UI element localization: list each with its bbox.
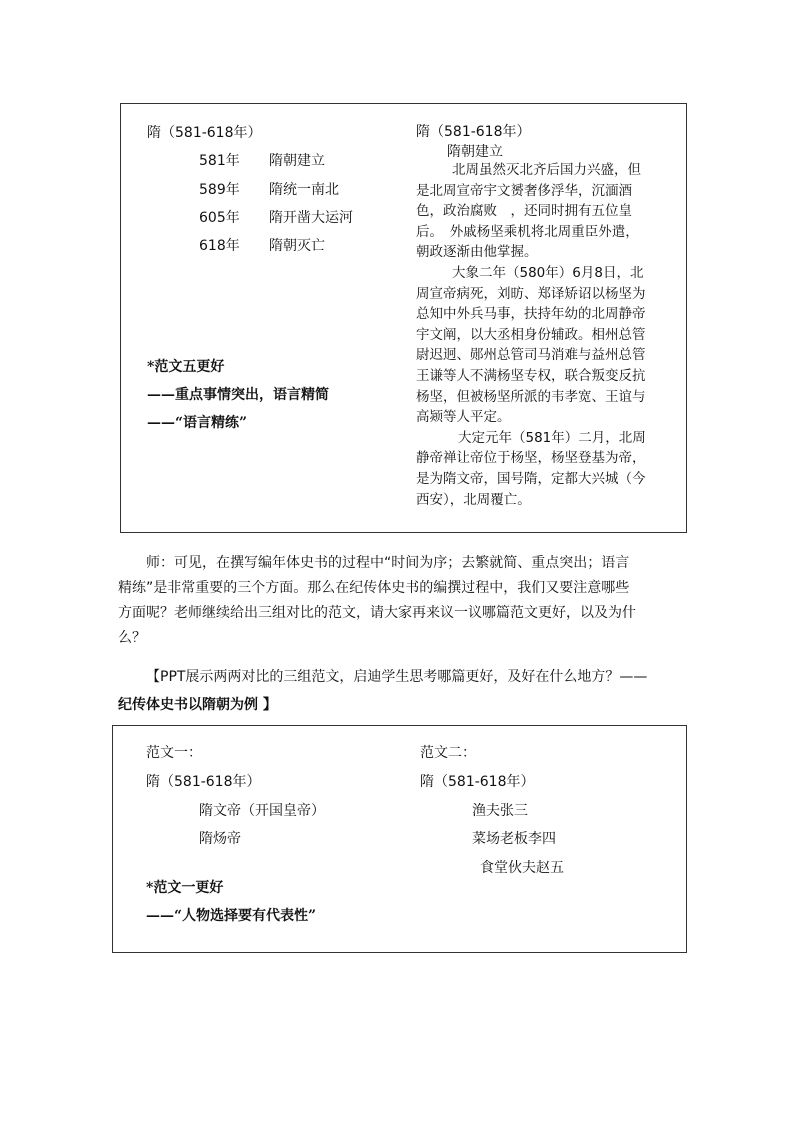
ppt-note-line-2: 纪传体史书以隋朝为例 】 (118, 697, 277, 713)
body-line: 是为隋文帝，国号隋，定都大兴城（今 (416, 470, 646, 487)
paragraph-line: 方面呢？老师继续给出三组对比的范文，请大家再来议一议哪篇范文更好，以及为什 (118, 605, 636, 621)
box2-left-title: 隋（581-618年） (146, 774, 261, 790)
box1-reason-2: ——“语言精练” (147, 415, 248, 431)
body-line: 色，政治腐败 ，还同时拥有五位皇 (416, 203, 632, 220)
body-line: 王谦等人不满杨坚专权，联合叛变反抗 (416, 367, 646, 384)
body-line: 北周虽然灭北齐后国力兴盛，但 (452, 162, 641, 178)
person-1: 隋文帝（开国皇帝） (199, 803, 325, 819)
body-line: 总知中外兵马事，扶持年幼的北周静帝 (416, 306, 646, 323)
teacher-paragraph (118, 551, 718, 651)
sample-two-label: 范文二： (420, 745, 476, 761)
box1-right-body (416, 160, 678, 510)
body-line: 朝政逐渐由他掌握。 (416, 244, 538, 261)
person-5: 食堂伙夫赵五 (480, 860, 564, 876)
box1-right-title: 隋（581-618年） (416, 124, 531, 140)
body-line: 宇文阐，以大丞相身份辅政。相州总管 (416, 326, 646, 343)
paragraph-line: 精练”是非常重要的三个方面。那么在纪传体史书的编撰过程中，我们又要注意哪些 (118, 580, 630, 596)
event-year-3: 605年 (199, 210, 240, 226)
paragraph-line: 么？ (118, 630, 146, 646)
sample-one-label: 范文一： (146, 745, 202, 761)
event-name-4: 隋朝灭亡 (269, 238, 325, 254)
body-line: 大象二年（580年）6月8日，北 (452, 264, 644, 281)
event-name-1: 隋朝建立 (269, 153, 325, 169)
body-line: 大定元年（581年）二月，北周 (458, 429, 646, 446)
box1-verdict: *范文五更好 (147, 359, 225, 375)
body-line: 高颎等人平定。 (416, 409, 511, 426)
body-line: 西安），北周覆亡。 (416, 491, 531, 508)
person-3: 渔夫张三 (472, 803, 528, 819)
body-line: 尉迟迥、郧州总管司马消难与益州总管 (416, 347, 646, 364)
body-line: 是北周宣帝宇文赟奢侈浮华，沉湎酒 (416, 182, 632, 199)
body-line: 后。 外戚杨坚乘机将北周重臣外遣， (416, 223, 639, 240)
person-4: 菜场老板李四 (472, 831, 556, 847)
event-name-3: 隋开凿大运河 (269, 210, 353, 226)
event-year-2: 589年 (199, 182, 240, 198)
person-2: 隋炀帝 (199, 831, 241, 847)
body-line: 杨坚，但被杨坚所派的韦孝宽、王谊与 (416, 388, 646, 405)
box2-reason: ——“人物选择要有代表性” (146, 908, 317, 924)
ppt-note-line-1: 【PPT展示两两对比的三组范文，启迪学生思考哪篇更好，及好在什么地方？—— (146, 669, 648, 685)
body-line: 周宣帝病死，刘昉、郑译矫诏以杨坚为 (416, 285, 646, 302)
box2-right-title: 隋（581-618年） (420, 774, 535, 790)
event-year-1: 581年 (199, 153, 240, 169)
event-name-2: 隋统一南北 (269, 182, 339, 198)
box1-right-subtitle: 隋朝建立 (447, 144, 503, 160)
paragraph-line: 师：可见，在撰写编年体史书的过程中“时间为序；去繁就简、重点突出；语言 (146, 555, 630, 571)
box2-verdict: *范文一更好 (146, 880, 224, 896)
event-year-4: 618年 (199, 238, 240, 254)
body-line: 静帝禅让帝位于杨坚，杨坚登基为帝， (416, 450, 646, 467)
box1-left-title: 隋（581-618年） (147, 125, 262, 141)
box1-reason-1: ——重点事情突出，语言精简 (147, 387, 329, 403)
